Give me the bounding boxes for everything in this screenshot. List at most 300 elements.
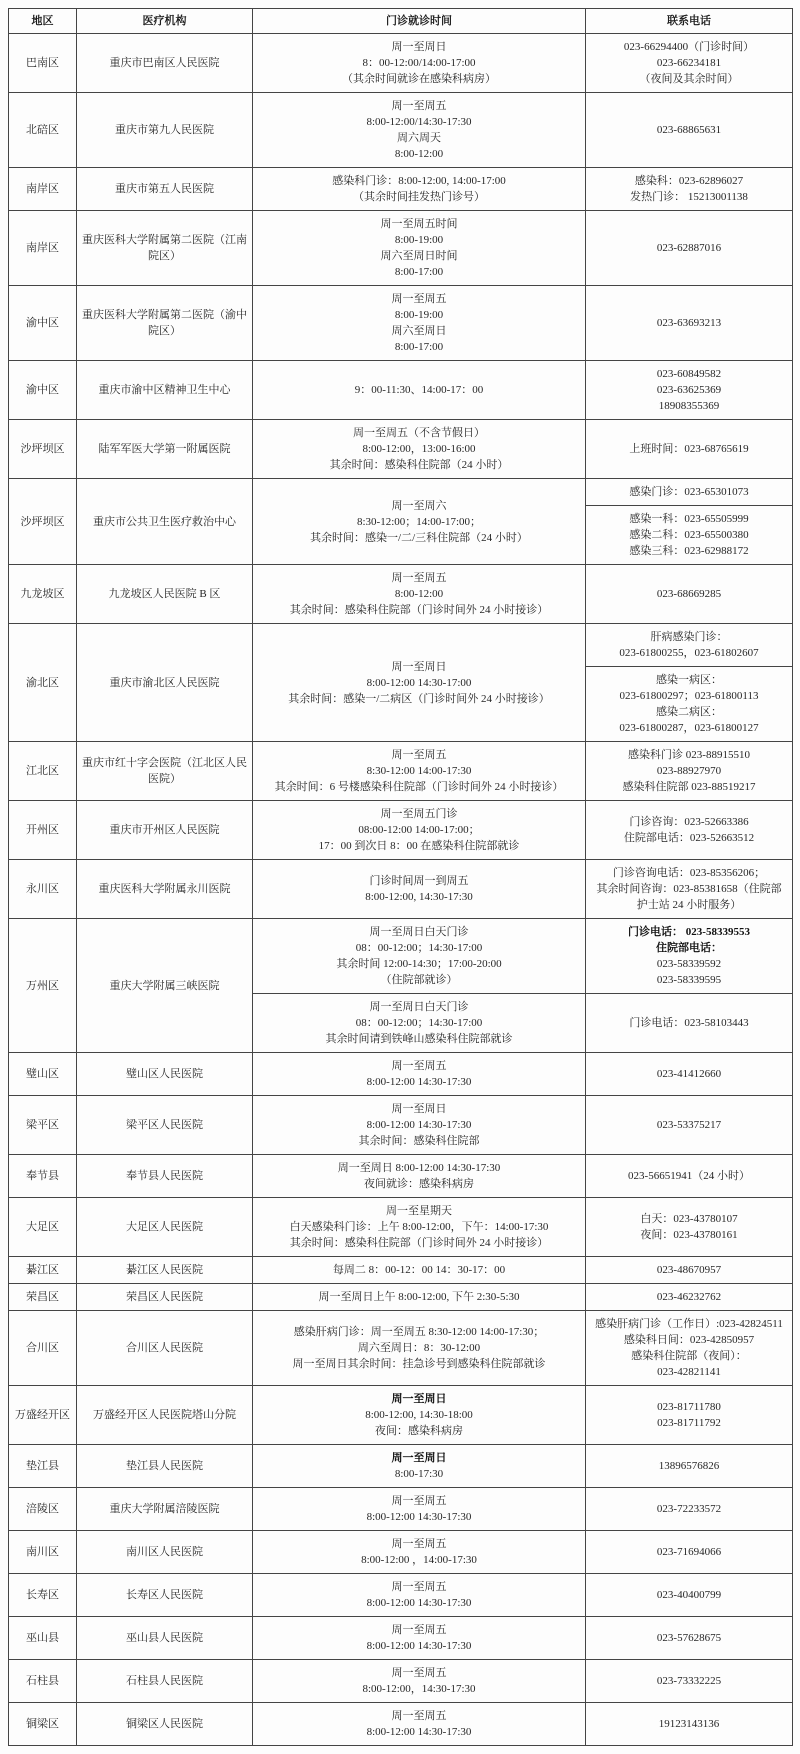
district-cell: [9, 479, 77, 565]
hours-cell-line: 8:00-12:00，13:00-16:00: [362, 443, 476, 455]
hours-cell: [253, 479, 586, 565]
hours-cell-line: 白天感染科门诊：上午 8:00-12:00，下午：14:00-17:30: [289, 1221, 549, 1233]
table-row: [9, 1155, 793, 1198]
district-cell-line: 开州区: [26, 824, 59, 836]
phone-cell-line: 023-60849582: [656, 368, 722, 380]
phone-cell: [586, 1574, 793, 1617]
district-cell-line: 巫山县: [26, 1632, 59, 1644]
institution-cell: [77, 1386, 253, 1445]
institution-cell-line: 合川区人民医院: [126, 1342, 203, 1354]
hours-cell-line: 感染肝病门诊：周一至周五 8:30-12:00 14:00-17:30；: [293, 1326, 545, 1338]
hours-cell-line: 周一至周日: [391, 660, 447, 673]
phone-cell: [586, 1703, 793, 1746]
phone-cell-line: 023-81711780: [657, 1401, 721, 1413]
district-cell-line: 合川区: [26, 1342, 59, 1354]
institution-cell: [77, 1703, 253, 1746]
hours-cell-line: 周一至周五（不含节假日）: [353, 427, 485, 439]
hours-cell: [253, 1311, 586, 1386]
district-cell: [9, 919, 77, 1053]
district-cell: [9, 1386, 77, 1445]
phone-cell: [586, 420, 793, 479]
hours-cell-line: 8:00-12:00, 14:30-17:30: [365, 891, 473, 903]
phone-cell-line: 023-58339592: [656, 958, 722, 970]
hours-cell-line: 周一至周五门诊: [380, 808, 458, 820]
hours-cell-line: 其余时间：感染一/二/三科住院部（24 小时）: [310, 531, 528, 544]
hours-cell-line: （其余时间挂发热门诊号）: [353, 191, 485, 203]
hours-cell-line: 17：00 到次日 8：00 在感染科住院部就诊: [318, 840, 520, 852]
hours-cell: [253, 624, 586, 742]
hours-cell: [253, 34, 586, 93]
phone-cell-line: 023-42821141: [657, 1366, 721, 1378]
phone-cell-line: 023-53375217: [656, 1119, 722, 1131]
hours-cell: [253, 919, 586, 994]
hours-cell-line: 8:00-12:00 14:30-17:30: [366, 1511, 472, 1523]
hours-cell: [253, 168, 586, 211]
phone-cell-line: 19123143136: [658, 1718, 720, 1730]
district-cell: [9, 742, 77, 801]
table-row: [9, 1574, 793, 1617]
table-row: [9, 168, 793, 211]
district-cell-line: 大足区: [26, 1221, 59, 1233]
district-cell-line: 渝中区: [26, 317, 59, 329]
phone-cell: [586, 1284, 793, 1311]
hours-cell: [253, 1617, 586, 1660]
phone-cell: [586, 1096, 793, 1155]
phone-cell-line: 023-58339595: [656, 974, 722, 986]
district-cell-line: 万州区: [26, 979, 59, 992]
table-row: [9, 479, 793, 506]
hospital-hours-table: [8, 8, 793, 1746]
hours-cell: [253, 742, 586, 801]
phone-cell: [586, 361, 793, 420]
hours-cell-line: 其余时间 12:00-14:30；17:00-20:00: [336, 958, 502, 970]
phone-cell: [586, 34, 793, 93]
district-cell-line: 荣昌区: [26, 1291, 59, 1303]
phone-cell: [586, 211, 793, 286]
phone-cell: [586, 1445, 793, 1488]
district-cell: [9, 1311, 77, 1386]
district-cell: [9, 1155, 77, 1198]
hours-cell-line: 周六至周日: [391, 325, 447, 337]
hours-cell: [253, 1284, 586, 1311]
hours-cell-line: 08:00-12:00 14:00-17:00；: [358, 824, 480, 836]
phone-cell-line: 023-57628675: [656, 1632, 722, 1644]
district-cell-line: 长寿区: [26, 1589, 59, 1601]
hours-cell-line: 周一至周日其余时间：挂急诊号到感染科住院部就诊: [292, 1358, 546, 1370]
phone-cell-line: 白天：023-43780107: [640, 1213, 738, 1225]
phone-cell-line: 门诊电话：023-58103443: [629, 1017, 749, 1029]
hours-cell-line: 8:00-17:00: [394, 341, 444, 353]
phone-cell-line: 感染门诊：023-65301073: [629, 486, 749, 498]
institution-cell: [77, 624, 253, 742]
header-phone: 联系电话: [586, 9, 793, 34]
institution-cell-line: 奉节县人民医院: [126, 1170, 203, 1182]
district-cell: [9, 1617, 77, 1660]
phone-cell-line: 感染一病区：: [656, 674, 722, 686]
district-cell-line: 梁平区: [26, 1119, 59, 1131]
institution-cell: [77, 1445, 253, 1488]
hours-cell-line: 周一至周五: [391, 1495, 447, 1507]
table-row: [9, 1311, 793, 1386]
phone-cell: [586, 286, 793, 361]
institution-cell-line: 重庆市开州区人民医院: [109, 824, 220, 836]
phone-cell-line: 023-73332225: [656, 1675, 722, 1687]
table-row: [9, 1053, 793, 1096]
hours-cell: [253, 1488, 586, 1531]
institution-cell: [77, 565, 253, 624]
institution-cell-line: 巫山县人民医院: [126, 1632, 203, 1644]
phone-cell: [586, 994, 793, 1053]
hours-cell: [253, 1445, 586, 1488]
hours-cell-line: 8:00-12:00: [394, 148, 444, 160]
institution-cell-line: 重庆市公共卫生医疗救治中心: [93, 515, 236, 528]
phone-cell-line: 023-48670957: [656, 1264, 722, 1276]
hours-cell: [253, 286, 586, 361]
phone-cell-line: 感染科住院部 023-88519217: [622, 781, 756, 793]
phone-cell-line: 发热门诊： 15213001138: [630, 191, 748, 203]
hours-cell: [253, 1096, 586, 1155]
district-cell: [9, 168, 77, 211]
phone-cell-line: 023-71694066: [656, 1546, 722, 1558]
institution-cell-line: 重庆医科大学附属第二医院（江南院区）: [82, 234, 247, 262]
table-row: [9, 801, 793, 860]
phone-cell-line: 023-56651941（24 小时）: [628, 1170, 750, 1182]
hours-cell-line: 周一至周五: [391, 293, 447, 305]
phone-cell-line: 门诊咨询：023-52663386: [629, 816, 749, 828]
phone-cell-line: 门诊咨询电话：023-85356206；: [612, 867, 766, 879]
hours-cell-line: 周一至周日上午 8:00-12:00, 下午 2:30-5:30: [318, 1291, 520, 1303]
table-row: [9, 1531, 793, 1574]
phone-cell: [586, 1198, 793, 1257]
phone-cell: [586, 801, 793, 860]
hours-cell-line: 其余时间：感染科住院部（门诊时间外 24 小时接诊）: [289, 604, 549, 616]
phone-cell-line: 023-66234181: [656, 57, 722, 69]
hours-cell-line: 08：00-12:00；14:30-17:00: [355, 1017, 483, 1029]
district-cell: [9, 1284, 77, 1311]
hours-cell-line: （其余时间就诊在感染科病房）: [342, 73, 496, 85]
district-cell: [9, 1703, 77, 1746]
institution-cell: [77, 1198, 253, 1257]
table-row: [9, 1488, 793, 1531]
phone-cell: [586, 860, 793, 919]
phone-cell-line: 023-63693213: [656, 317, 722, 329]
institution-cell: [77, 1531, 253, 1574]
phone-cell-line: 023-40400799: [656, 1589, 722, 1601]
header-district: 地区: [9, 9, 77, 34]
phone-cell-line: 夜间：023-43780161: [640, 1229, 738, 1241]
institution-cell: [77, 286, 253, 361]
phone-cell: [586, 1386, 793, 1445]
phone-cell-line: （夜间及其余时间）: [639, 73, 739, 85]
table-row: [9, 1703, 793, 1746]
institution-cell: [77, 1155, 253, 1198]
hours-cell-line: 周六至周日时间: [380, 250, 458, 262]
hours-cell-line: 周一至周五: [391, 1624, 447, 1636]
district-cell: [9, 286, 77, 361]
hours-cell-line: 周一至周五时间: [380, 218, 458, 230]
hours-cell-line: 8:30-12:00；14:00-17:00；: [356, 515, 482, 528]
table-row: [9, 286, 793, 361]
institution-cell-line: 重庆大学附属涪陵医院: [109, 1503, 220, 1515]
table-row: [9, 624, 793, 667]
phone-cell-line: 住院部电话：023-52663512: [623, 832, 755, 844]
institution-cell: [77, 1617, 253, 1660]
hours-cell-line: 8:00-12:00 14:30-17:00: [366, 676, 472, 689]
institution-cell: [77, 860, 253, 919]
hours-cell-line: 夜间就诊：感染科病房: [364, 1178, 474, 1190]
hours-cell-line: 8：00-12:00/14:00-17:00: [362, 57, 476, 69]
phone-cell-line: 023-63625369: [656, 384, 722, 396]
district-cell: [9, 93, 77, 168]
table-row: [9, 361, 793, 420]
district-cell: [9, 1053, 77, 1096]
phone-cell: [586, 667, 793, 742]
district-cell-line: 北碚区: [26, 124, 59, 136]
hours-cell-line: 8:00-19:00: [394, 234, 444, 246]
district-cell: [9, 801, 77, 860]
institution-cell-line: 铜梁区人民医院: [126, 1718, 203, 1730]
district-cell: [9, 565, 77, 624]
district-cell: [9, 1574, 77, 1617]
institution-cell-line: 九龙坡区人民医院 B 区: [108, 588, 221, 600]
table-row: [9, 34, 793, 93]
table-row: [9, 919, 793, 994]
institution-cell: [77, 479, 253, 565]
hospital-table-body: [9, 34, 793, 1746]
phone-cell-line: 住院部电话：: [656, 942, 722, 954]
district-cell-line: 石柱县: [26, 1675, 59, 1687]
hours-cell-line: 周一至周五: [391, 1060, 447, 1072]
institution-cell-line: 长寿区人民医院: [126, 1589, 203, 1601]
district-cell: [9, 1445, 77, 1488]
district-cell: [9, 361, 77, 420]
hours-cell-line: 其余时间请到铁峰山感染科住院部就诊: [325, 1033, 513, 1045]
district-cell-line: 九龙坡区: [20, 588, 65, 600]
hours-cell-line: 8:00-19:00: [394, 309, 444, 321]
hours-cell-line: 周一至周六: [391, 499, 447, 512]
hours-cell-line: 周一至周日 8:00-12:00 14:30-17:30: [337, 1162, 501, 1174]
institution-cell-line: 重庆市渝北区人民医院: [109, 676, 220, 689]
table-row: [9, 1617, 793, 1660]
hours-cell-line: 周一至周日白天门诊: [369, 926, 469, 938]
phone-cell-line: 023-41412660: [656, 1068, 722, 1080]
phone-cell: [586, 1257, 793, 1284]
institution-cell: [77, 1488, 253, 1531]
district-cell: [9, 1257, 77, 1284]
phone-cell-line: 感染科住院部（夜间）：: [631, 1350, 747, 1362]
district-cell-line: 涪陵区: [26, 1503, 59, 1515]
hours-cell: [253, 1531, 586, 1574]
phone-cell: [586, 624, 793, 667]
institution-cell-line: 璧山区人民医院: [126, 1068, 203, 1080]
institution-cell: [77, 93, 253, 168]
hours-cell-line: 周一至周五: [391, 1581, 447, 1593]
table-row: [9, 1284, 793, 1311]
district-cell-line: 巴南区: [26, 57, 59, 69]
hours-cell-line: 8:00-12:00，14:30-17:30: [362, 1683, 476, 1695]
institution-cell: [77, 1660, 253, 1703]
phone-cell-line: 感染三科：023-62988172: [629, 545, 749, 557]
hours-cell-line: 周一至周日: [391, 1452, 447, 1464]
institution-cell-line: 大足区人民医院: [126, 1221, 203, 1233]
institution-cell-line: 石柱县人民医院: [126, 1675, 203, 1687]
institution-cell-line: 重庆医科大学附属第二医院（渝中院区）: [82, 309, 247, 337]
district-cell-line: 沙坪坝区: [20, 515, 65, 528]
phone-cell-line: 023-46232762: [656, 1291, 722, 1303]
hours-cell-line: 门诊时间周一到周五: [369, 875, 469, 887]
hours-cell-line: 周一至星期天: [386, 1205, 452, 1217]
phone-cell: [586, 1155, 793, 1198]
district-cell-line: 渝北区: [26, 676, 59, 689]
institution-cell: [77, 211, 253, 286]
phone-cell-line: 感染科日间：023-42850957: [623, 1334, 755, 1346]
district-cell: [9, 624, 77, 742]
district-cell-line: 南川区: [26, 1546, 59, 1558]
table-row: [9, 1198, 793, 1257]
phone-cell-line: 感染二科：023-65500380: [629, 529, 749, 541]
phone-cell: [586, 1660, 793, 1703]
hours-cell: [253, 1574, 586, 1617]
district-cell-line: 渝中区: [26, 384, 59, 396]
district-cell-line: 铜梁区: [26, 1718, 59, 1730]
hours-cell: [253, 1155, 586, 1198]
institution-cell: [77, 919, 253, 1053]
phone-cell: [586, 742, 793, 801]
phone-cell-line: 感染科门诊 023-88915510: [628, 749, 750, 761]
institution-cell-line: 重庆市巴南区人民医院: [109, 57, 220, 69]
phone-cell-line: 上班时间：023-68765619: [629, 443, 749, 455]
hours-cell-line: 周一至周五: [391, 100, 447, 112]
hours-cell-line: 其余时间：6 号楼感染科住院部（门诊时间外 24 小时接诊）: [274, 781, 564, 793]
phone-cell-line: 023-88927970: [656, 765, 722, 777]
phone-cell: [586, 919, 793, 994]
phone-cell-line: 其余时间咨询：023-85381658（住院部: [596, 883, 782, 895]
hours-cell-line: 8:00-12:00/14:30-17:30: [366, 116, 472, 128]
institution-cell: [77, 1257, 253, 1284]
hours-cell-line: 8:00-12:00 14:30-17:30: [366, 1119, 472, 1131]
phone-cell-line: 感染科：023-62896027: [634, 175, 744, 187]
phone-cell: [586, 1311, 793, 1386]
institution-cell-line: 重庆市红十字会医院（江北区人民医院）: [82, 757, 247, 785]
hours-cell-line: 8:00-12:00 14:30-17:30: [366, 1640, 472, 1652]
hours-cell-line: 8:00-17:00: [394, 266, 444, 278]
district-cell: [9, 1488, 77, 1531]
phone-cell-line: 023-81711792: [657, 1417, 721, 1429]
district-cell: [9, 1531, 77, 1574]
hours-cell-line: 8:00-12:00, 14:30-18:00: [365, 1409, 473, 1421]
institution-cell-line: 梁平区人民医院: [126, 1119, 203, 1131]
phone-cell: [586, 1531, 793, 1574]
hours-cell-line: 每周二 8：00-12：00 14：30-17：00: [332, 1264, 506, 1276]
hours-cell: [253, 994, 586, 1053]
table-row: [9, 1257, 793, 1284]
institution-cell: [77, 34, 253, 93]
institution-cell-line: 陆军军医大学第一附属医院: [98, 443, 231, 455]
phone-cell: [586, 1617, 793, 1660]
hours-cell-line: 8:00-17:30: [394, 1468, 444, 1480]
district-cell-line: 江北区: [26, 765, 59, 777]
district-cell-line: 奉节县: [26, 1170, 59, 1182]
institution-cell: [77, 1311, 253, 1386]
hours-cell-line: 周一至周五: [391, 1710, 447, 1722]
district-cell-line: 綦江区: [26, 1264, 59, 1276]
district-cell-line: 万盛经开区: [15, 1409, 70, 1421]
hours-cell: [253, 1257, 586, 1284]
phone-cell: [586, 1053, 793, 1096]
phone-cell-line: 感染一科：023-65505999: [629, 513, 749, 525]
hours-cell: [253, 420, 586, 479]
phone-cell-line: 023-61800287，023-61800127: [619, 722, 759, 734]
district-cell-line: 南岸区: [26, 242, 59, 254]
hours-cell-line: 其余时间：感染一/二病区（门诊时间外 24 小时接诊）: [288, 692, 550, 705]
hours-cell-line: （住院部就诊）: [380, 974, 458, 986]
phone-cell-line: 18908355369: [658, 400, 720, 412]
hours-cell: [253, 93, 586, 168]
phone-cell: [586, 168, 793, 211]
table-row: [9, 1445, 793, 1488]
hours-cell-line: 08：00-12:00；14:30-17:00: [355, 942, 483, 954]
table-row: [9, 211, 793, 286]
district-cell-line: 沙坪坝区: [20, 443, 65, 455]
institution-cell: [77, 168, 253, 211]
phone-cell-line: 023-61800297；023-61800113: [619, 690, 759, 702]
hours-cell: [253, 1386, 586, 1445]
hours-cell-line: 感染科门诊：8:00-12:00, 14:00-17:00: [332, 175, 506, 187]
district-cell-line: 垫江县: [26, 1460, 59, 1472]
hours-cell: [253, 1660, 586, 1703]
district-cell: [9, 34, 77, 93]
phone-cell-line: 13896576826: [658, 1460, 720, 1472]
header-hours: 门诊就诊时间: [253, 9, 586, 34]
phone-cell-line: 023-68865631: [656, 124, 722, 136]
table-row: [9, 1660, 793, 1703]
district-cell: [9, 1096, 77, 1155]
hours-cell-line: 周一至周日白天门诊: [369, 1001, 469, 1013]
hours-cell-line: 其余时间：感染科住院部: [358, 1135, 480, 1147]
district-cell-line: 璧山区: [26, 1068, 59, 1080]
institution-cell-line: 重庆市渝中区精神卫生中心: [98, 384, 231, 396]
institution-cell-line: 南川区人民医院: [126, 1546, 203, 1558]
hours-cell-line: 8:00-12:00 14:30-17:30: [366, 1726, 472, 1738]
hours-cell-line: 周六周天: [397, 132, 441, 144]
institution-cell-line: 重庆市第九人民医院: [115, 124, 214, 136]
table-row: [9, 565, 793, 624]
district-cell: [9, 211, 77, 286]
hours-cell-line: 周一至周五: [391, 1538, 447, 1550]
district-cell: [9, 1660, 77, 1703]
institution-cell: [77, 1284, 253, 1311]
institution-cell: [77, 420, 253, 479]
table-row: [9, 93, 793, 168]
hours-cell: [253, 361, 586, 420]
phone-cell: [586, 479, 793, 506]
table-row: [9, 1386, 793, 1445]
institution-cell-line: 重庆市第五人民医院: [115, 183, 214, 195]
hours-cell: [253, 1703, 586, 1746]
phone-cell-line: 023-72233572: [656, 1503, 722, 1515]
phone-cell: [586, 506, 793, 565]
hours-cell-line: 8:00-12:00 14:30-17:30: [366, 1076, 472, 1088]
hours-cell-line: 其余时间：感染科住院部（门诊时间外 24 小时接诊）: [289, 1237, 549, 1249]
hours-cell-line: 8:00-12:00 14:30-17:30: [366, 1597, 472, 1609]
institution-cell: [77, 1096, 253, 1155]
district-cell-line: 南岸区: [26, 183, 59, 195]
institution-cell: [77, 1053, 253, 1096]
hours-cell-line: 8:00-12:00: [394, 588, 444, 600]
hours-cell-line: 周一至周五: [391, 1667, 447, 1679]
phone-cell-line: 肝病感染门诊：: [650, 631, 728, 643]
district-cell: [9, 860, 77, 919]
